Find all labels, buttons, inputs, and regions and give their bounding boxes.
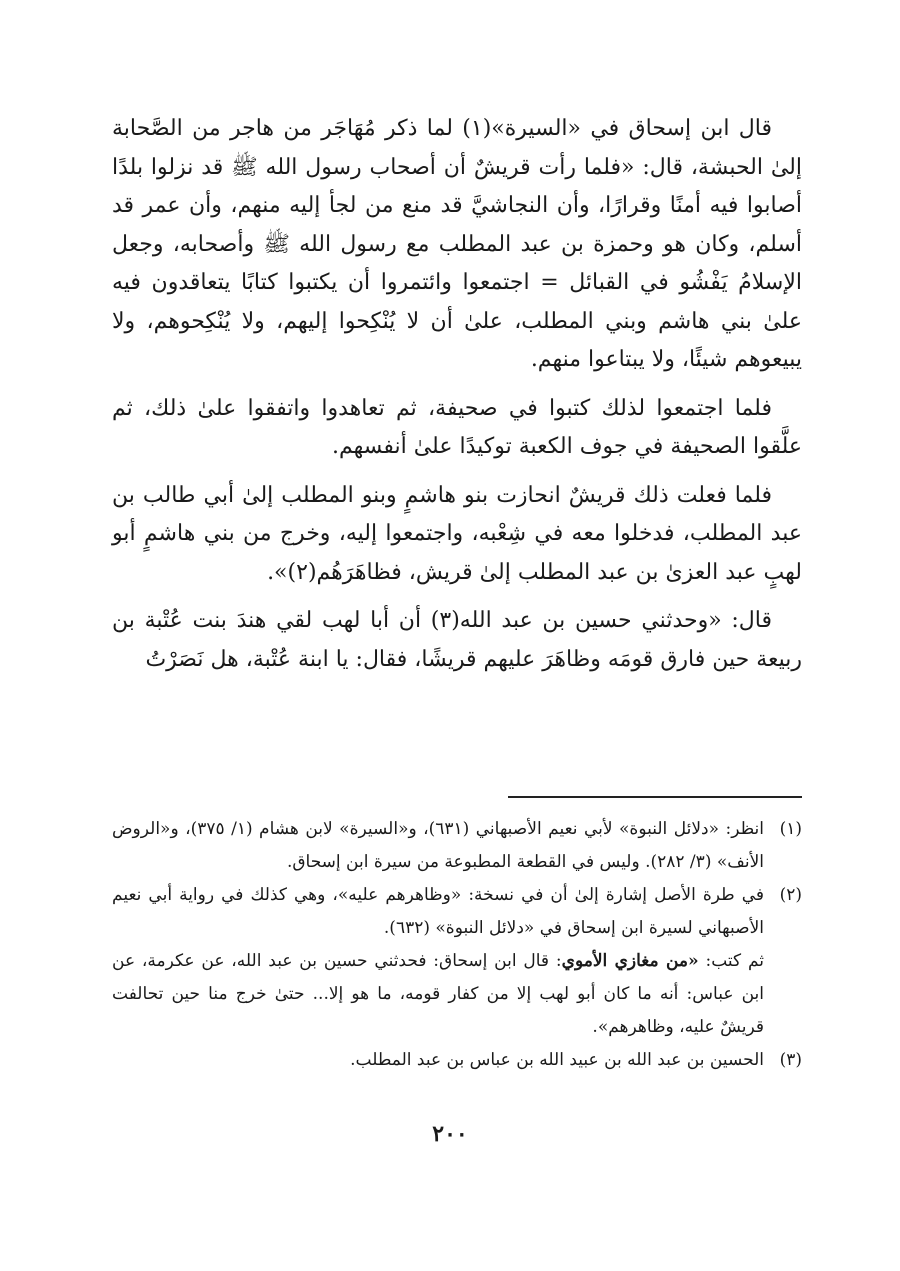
footnote-text: في طرة الأصل إشارة إلىٰ أن في نسخة: «وظاهرهم عليه»، وهي كذلك في رواية أبي نعيم الأصبهاني لسيرة ابن إسحاق في «دلائل النبوة» (٦٣٢).: [112, 885, 764, 938]
paragraph-1: قال ابن إسحاق في «السيرة»(١) لما ذكر مُهَاجَر من هاجر من الصَّحابة إلىٰ الحبشة، قال: «فلما رأت قريشٌ أن أصحاب رسول الله ﷺ قد نزلوا بلدًا أصابوا فيه أمنًا وقرارًا، وأن النجاشيَّ قد منع من لجأ إليه منهم، وأن عمر قد أسلم، وكان هو وحمزة بن عبد المطلب مع رسول الله ﷺ وأصحابه، وجعل الإسلامُ يَفْشُو في القبائل = اجتمعوا وائتمروا أن يكتبوا كتابًا يتعاقدون فيه علىٰ بني هاشم وبني المطلب، علىٰ أن لا يُنْكِحوا إليهم، ولا يُنْكِحوهم، ولا يبيعوهم شيئًا، ولا يبتاعوا منهم.: [112, 116, 802, 372]
footnotes: [112, 813, 802, 1077]
paragraph-3: فلما فعلت ذلك قريشٌ انحازت بنو هاشمٍ وبنو المطلب إلىٰ أبي طالب بن عبد المطلب، فدخلوا معه في شِعْبه، واجتمعوا إليه، وخرج من بني هاشمٍ أبو لهبٍ عبد العزىٰ بن عبد المطلب إلىٰ قريش، فظاهَرَهُم(٢)».: [112, 482, 802, 585]
paragraph-2: فلما اجتمعوا لذلك كتبوا في صحيفة، ثم تعاهدوا واتفقوا علىٰ ذلك، ثم علَّقوا الصحيفة في جوف الكعبة توكيدًا علىٰ أنفسهم.: [112, 395, 802, 459]
footnote-2: [112, 879, 802, 945]
footnote-3: [112, 1044, 802, 1077]
footnote-separator: [508, 796, 802, 798]
footnote-number: (١): [779, 819, 802, 839]
footnote-1: [112, 813, 802, 879]
footnote-cont-prefix: ثم كتب:: [698, 951, 765, 971]
paragraph-4: قال: «وحدثني حسين بن عبد الله(٣) أن أبا لهب لقي هندَ بنت عُتْبة بن ربيعة حين فارق قومَه وظاهَرَ عليهم قريشًا، فقال: يا ابنة عُتْبة، هل نَصَرْتُ: [112, 608, 802, 672]
footnote-number: (٣): [779, 1050, 802, 1070]
main-text: [112, 110, 802, 689]
footnote-text: الحسين بن عبد الله بن عبيد الله بن عباس بن عبد المطلب.: [350, 1050, 764, 1070]
page-number: ٢٠٠: [432, 1121, 468, 1147]
footnote-text: انظر: «دلائل النبوة» لأبي نعيم الأصبهاني (٦٣١)، و«السيرة» لابن هشام (١/ ٣٧٥)، و«الروض الأنف» (٣/ ٢٨٢). وليس في القطعة المطبوعة من سيرة ابن إسحاق.: [112, 819, 764, 872]
footnote-cont-bold: «من مغازي الأموي: [561, 951, 699, 971]
footnote-2-continuation: [112, 945, 802, 1044]
footnote-number: (٢): [779, 885, 802, 905]
footnote-cont-rest: : قال ابن إسحاق: فحدثني حسين بن عبد الله، عن عكرمة، عن ابن عباس: أنه ما كان أبو لهب إلا من كفار قومه، ما هو إلا... حتىٰ خرج منا حين تحالفت قريشٌ عليه، وظاهرهم».: [112, 951, 764, 1037]
